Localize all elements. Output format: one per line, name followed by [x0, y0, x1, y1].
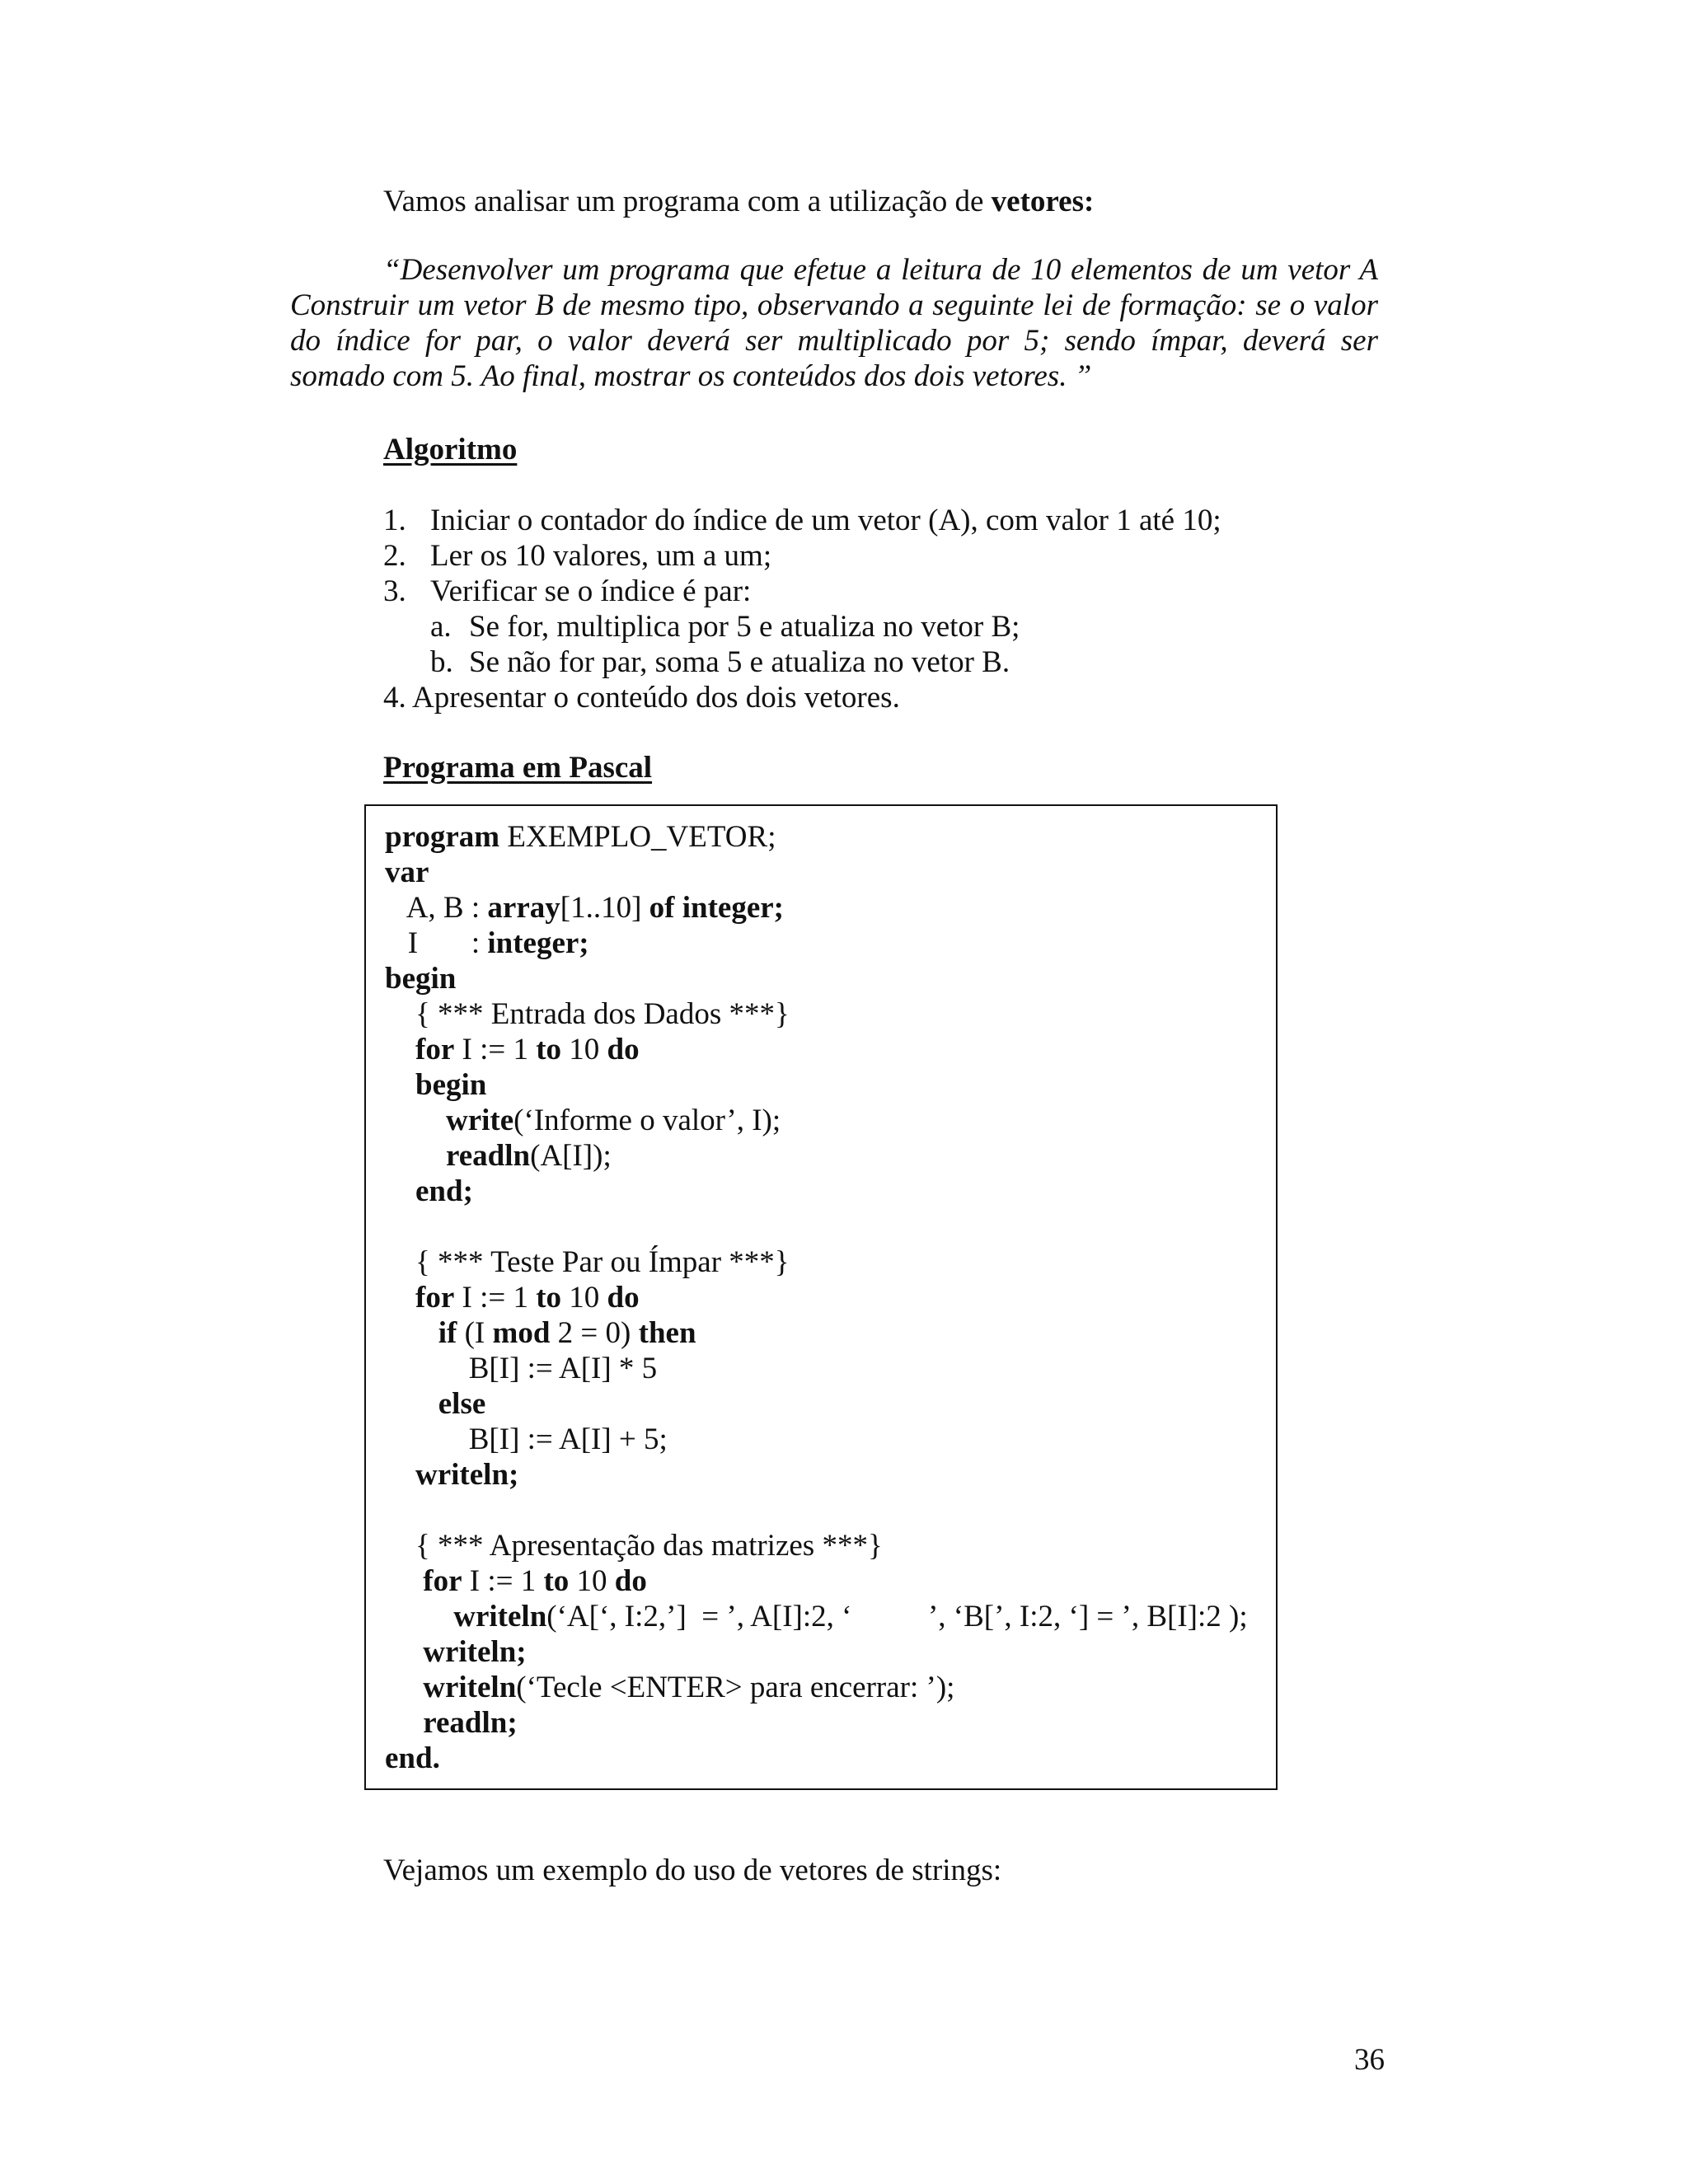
code-line: [385, 855, 1248, 890]
quote-line: Construir um vetor B de mesmo tipo, observando a seguinte lei de formação: se o valor: [290, 288, 1378, 322]
list-item: [383, 680, 1221, 715]
code-text: [385, 1387, 438, 1421]
code-keyword: writeln;: [415, 1458, 519, 1492]
code-text: [385, 1281, 415, 1315]
code-text: (‘A[‘, I:2,’] = ’, A[I]:2, ‘ ’, ‘B[’, I:2, ‘] = ’, B[I]:2 );: [546, 1600, 1248, 1633]
code-text: { *** Apresentação das matrizes ***}: [385, 1529, 883, 1563]
code-keyword: to: [536, 1033, 562, 1066]
code-text: 2 = 0): [550, 1316, 639, 1350]
code-text: 10: [561, 1281, 607, 1315]
quote-line: do índice for par, o valor deverá ser multiplicado por 5; sendo ímpar, deverá ser: [290, 324, 1378, 358]
problem-statement-quote: [290, 252, 1378, 394]
code-text: [385, 1068, 415, 1102]
code-keyword: end;: [415, 1174, 473, 1208]
intro-paragraph: [383, 184, 1094, 220]
code-text: (‘Informe o valor’, I);: [513, 1104, 781, 1137]
code-line: [385, 1280, 1248, 1315]
code-line: [385, 1386, 1248, 1422]
code-keyword: integer;: [487, 926, 589, 960]
code-keyword: writeln: [453, 1600, 547, 1633]
code-line: [385, 890, 1248, 926]
code-keyword: for: [415, 1281, 455, 1315]
code-text: [385, 1174, 415, 1208]
step-number: 2.: [383, 539, 406, 573]
code-keyword: program: [385, 820, 500, 854]
pascal-code-box: [364, 804, 1278, 1790]
code-line: [385, 996, 1248, 1032]
code-keyword: do: [607, 1281, 640, 1315]
code-keyword: then: [638, 1316, 696, 1350]
code-text: B[I] := A[I] * 5: [385, 1352, 658, 1385]
code-line: [385, 1741, 1248, 1776]
list-item: [383, 503, 1221, 538]
algorithm-steps: [383, 503, 1221, 715]
list-item: [383, 538, 1221, 574]
pascal-code: [385, 819, 1248, 1776]
code-keyword: array: [487, 891, 560, 925]
code-keyword: of integer;: [649, 891, 784, 925]
code-line: [385, 1244, 1248, 1280]
code-keyword: to: [543, 1564, 570, 1598]
quote-line: “Desenvolver um programa que efetue a leitura de 10 elementos de um vetor A: [383, 253, 1378, 287]
step-text: Verificar se o índice é par:: [430, 574, 752, 608]
code-text: (A[I]);: [530, 1139, 612, 1173]
step-text: Se não for par, soma 5 e atualiza no vetor B.: [469, 645, 1010, 679]
code-keyword: to: [536, 1281, 562, 1315]
code-text: (I: [457, 1316, 493, 1350]
outro-paragraph: Vejamos um exemplo do uso de vetores de strings:: [383, 1854, 1002, 1887]
code-line: [385, 1174, 1248, 1209]
code-text: B[I] := A[I] + 5;: [385, 1422, 668, 1456]
code-text: { *** Teste Par ou Ímpar ***}: [385, 1245, 790, 1279]
code-keyword: begin: [385, 962, 457, 996]
code-keyword: readln;: [423, 1706, 518, 1740]
intro-text: Vamos analisar um programa com a utilização de: [383, 185, 992, 218]
step-number: 1.: [383, 504, 406, 537]
code-keyword: for: [423, 1564, 462, 1598]
code-text: [385, 1600, 453, 1633]
code-line: [385, 1209, 1248, 1244]
code-keyword: writeln: [423, 1671, 517, 1704]
code-text: (‘Tecle <ENTER> para encerrar: ’);: [516, 1671, 955, 1704]
code-line: [385, 1634, 1248, 1670]
code-line: [385, 1103, 1248, 1138]
step-number: 3.: [383, 574, 406, 608]
code-line: [385, 1351, 1248, 1386]
list-item: [383, 574, 1221, 609]
code-line: [385, 1670, 1248, 1705]
code-line: [385, 1563, 1248, 1599]
code-text: [385, 1635, 423, 1669]
step-number: 4.: [383, 681, 406, 715]
code-line: [385, 819, 1248, 855]
code-text: { *** Entrada dos Dados ***}: [385, 997, 790, 1031]
code-text: [385, 1033, 415, 1066]
intro-bold-term: vetores:: [991, 185, 1095, 218]
code-text: 10: [561, 1033, 607, 1066]
step-text: Iniciar o contador do índice de um vetor (A), com valor 1 até 10;: [430, 504, 1221, 537]
code-keyword: readln: [446, 1139, 531, 1173]
page-number: 36: [1354, 2043, 1385, 2077]
code-line: [385, 1422, 1248, 1457]
list-item: [383, 644, 1221, 680]
code-text: 10: [569, 1564, 615, 1598]
code-keyword: else: [438, 1387, 486, 1421]
code-text: EXEMPLO_VETOR;: [499, 820, 776, 854]
code-keyword: var: [385, 855, 429, 889]
code-text: [385, 1671, 423, 1704]
code-text: [385, 1104, 446, 1137]
step-text: Ler os 10 valores, um a um;: [430, 539, 772, 573]
algorithm-heading: Algoritmo: [383, 433, 518, 466]
step-text: Se for, multiplica por 5 e atualiza no vetor B;: [469, 610, 1020, 644]
quote-line: somado com 5. Ao final, mostrar os conteúdos dos dois vetores. ”: [290, 359, 1092, 393]
code-text: I := 1: [462, 1564, 544, 1598]
code-keyword: mod: [492, 1316, 551, 1350]
code-line: [385, 1705, 1248, 1741]
code-text: A, B :: [385, 891, 488, 925]
code-line: [385, 1138, 1248, 1174]
code-keyword: if: [438, 1316, 457, 1350]
code-keyword: writeln;: [423, 1635, 527, 1669]
code-line: [385, 1528, 1248, 1563]
code-text: [385, 1139, 446, 1173]
code-keyword: do: [614, 1564, 647, 1598]
code-keyword: end.: [385, 1741, 440, 1775]
code-text: [385, 1316, 438, 1350]
code-keyword: write: [446, 1104, 514, 1137]
code-line: [385, 1493, 1248, 1528]
code-text: I := 1: [454, 1033, 537, 1066]
program-heading: Programa em Pascal: [383, 751, 653, 785]
code-keyword: do: [607, 1033, 640, 1066]
code-text: [385, 1706, 423, 1740]
step-number: b.: [430, 645, 453, 679]
code-line: [385, 926, 1248, 961]
code-keyword: begin: [415, 1068, 487, 1102]
code-keyword: for: [415, 1033, 455, 1066]
code-text: I :: [385, 926, 488, 960]
code-text: [1..10]: [560, 891, 649, 925]
code-line: [385, 1457, 1248, 1493]
list-item: [383, 609, 1221, 644]
step-number: a.: [430, 610, 452, 644]
code-line: [385, 1315, 1248, 1351]
code-line: [385, 1067, 1248, 1103]
code-text: I := 1: [454, 1281, 537, 1315]
code-text: [385, 1458, 415, 1492]
code-text: [385, 1564, 423, 1598]
code-line: [385, 1599, 1248, 1634]
code-line: [385, 961, 1248, 996]
step-text: Apresentar o conteúdo dos dois vetores.: [411, 681, 900, 715]
code-line: [385, 1032, 1248, 1067]
